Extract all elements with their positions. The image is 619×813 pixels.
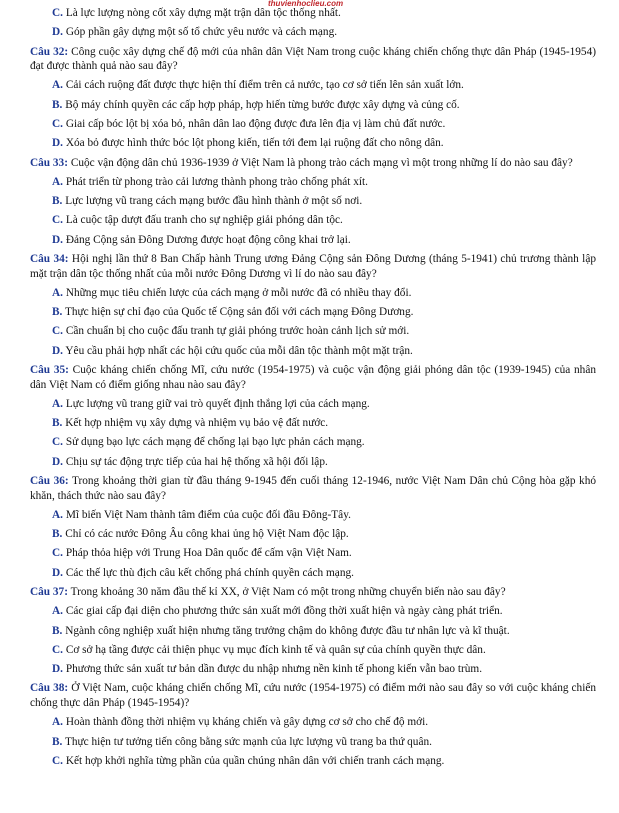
option-text: Là lực lượng nòng cốt xây dựng mặt trận dân tộc thống nhất.: [65, 7, 341, 19]
question-32: [30, 45, 596, 74]
option-letter: B.: [52, 528, 63, 541]
option-text: Thực hiện tư tưởng tiến công bằng sức mạnh của lực lượng vũ trang ba thứ quân.: [64, 735, 432, 748]
answer-option: [30, 604, 596, 619]
question-label: Câu 37:: [30, 585, 68, 598]
option-letter: D.: [52, 566, 63, 579]
answer-option: [30, 233, 596, 248]
question-label: Câu 38:: [30, 682, 69, 695]
option-letter: A.: [52, 716, 63, 729]
answer-option: [30, 508, 596, 523]
answer-option: [30, 624, 596, 639]
option-text: Cơ sở hạ tầng được cải thiện phục vụ mục đích kinh tế và quân sự của chính quyền thực dân.: [65, 643, 486, 656]
option-letter: B.: [52, 98, 63, 111]
option-letter: D.: [52, 137, 63, 150]
question-text: Trong khoảng 30 năm đầu thế kỉ XX, ở Việt Nam có một trong những chuyển biến nào sau đây?: [70, 585, 506, 598]
option-text: Góp phần gây dựng một số tổ chức yêu nước và cách mạng.: [65, 26, 338, 39]
question-label: Câu 35:: [30, 363, 69, 376]
option-letter: C.: [52, 436, 63, 449]
answer-option: [30, 78, 596, 93]
option-text: Chỉ có các nước Đông Âu công khai ủng hộ Việt Nam độc lập.: [65, 528, 349, 541]
question-text: Công cuộc xây dựng chế độ mới của nhân dân Việt Nam trong cuộc kháng chiến chống thực dân Pháp (1945-1954) đạt được thành quả nào sau đây?: [30, 45, 596, 73]
option-text: Đảng Cộng sản Đông Dương được hoạt động công khai trở lại.: [65, 233, 351, 246]
option-text: Phát triển từ phong trào cải lương thành phong trào chống phát xít.: [65, 175, 368, 188]
answer-option: [30, 344, 596, 359]
option-text: Lực lượng vũ trang cách mạng bước đầu hình thành ở một số nơi.: [65, 195, 363, 208]
option-letter: D.: [52, 233, 63, 246]
option-letter: D.: [52, 344, 63, 357]
answer-option: [30, 194, 596, 209]
option-text: Kết hợp nhiệm vụ xây dựng và nhiệm vụ bảo vệ đất nước.: [65, 417, 329, 430]
answer-option: [30, 416, 596, 431]
answer-option: [30, 324, 596, 339]
answer-option: [30, 662, 596, 677]
option-letter: C.: [52, 547, 63, 560]
answer-option: [30, 754, 596, 769]
option-letter: B.: [52, 417, 63, 430]
answer-option: [30, 566, 596, 581]
option-text: Phương thức sản xuất tư bản dần được du nhập nhưng nền kinh tế phong kiến vẫn bao trùm.: [65, 663, 483, 676]
question-35: [30, 363, 596, 392]
option-letter: C.: [52, 754, 63, 767]
question-text: Cuộc vận động dân chủ 1936-1939 ở Việt Nam là phong trào cách mạng vì một trong những lí do nào sau đây?: [70, 156, 573, 169]
answer-option: [30, 527, 596, 542]
question-label: Câu 36:: [30, 474, 69, 487]
option-letter: A.: [52, 286, 63, 299]
question-text: Trong khoảng thời gian từ đầu tháng 9-1945 đến cuối tháng 12-1946, nước Việt Nam Dân chủ Cộng hòa gặp khó khăn, thách thức nào sau đây?: [30, 474, 596, 502]
option-text: Hoàn thành đồng thời nhiệm vụ kháng chiến và gây dựng cơ sở cho chế độ mới.: [65, 716, 429, 729]
option-text: Cần chuẩn bị cho cuộc đấu tranh tự giải phóng trước hoàn cảnh lịch sử mới.: [65, 325, 410, 338]
option-letter: D.: [52, 26, 63, 39]
option-text: Cải cách ruộng đất được thực hiện thí điểm trên cả nước, tạo cơ sở tiến lên sản xuất lớn.: [65, 79, 464, 92]
option-text: Các thế lực thù địch câu kết chống phá chính quyền cách mạng.: [65, 566, 354, 579]
option-text: Sử dụng bạo lực cách mạng để chống lại bạo lực phản cách mạng.: [65, 436, 365, 449]
question-38: [30, 681, 596, 710]
option-letter: C.: [52, 214, 63, 227]
answer-option: [30, 397, 596, 412]
option-text: Những mục tiêu chiến lược của cách mạng ở mỗi nước đã có nhiều thay đổi.: [65, 286, 412, 299]
answer-option: [30, 643, 596, 658]
answer-option: [30, 213, 596, 228]
answer-option: [30, 25, 596, 40]
option-text: Thực hiện sự chỉ đạo của Quốc tế Cộng sản đối với cách mạng Đông Dương.: [64, 306, 414, 319]
question-34: [30, 252, 596, 281]
option-letter: A.: [52, 605, 63, 618]
option-letter: C.: [52, 7, 63, 19]
option-letter: A.: [52, 508, 63, 521]
option-letter: B.: [52, 195, 63, 208]
option-text: Chịu sự tác động trực tiếp của hai hệ thống xã hội đối lập.: [65, 455, 328, 468]
answer-option: [30, 715, 596, 730]
option-text: Các giai cấp đại diện cho phương thức sản xuất mới đồng thời xuất hiện và ngày càng phát triển.: [65, 605, 503, 618]
answer-option: [30, 546, 596, 561]
option-letter: C.: [52, 325, 63, 338]
answer-option: [30, 305, 596, 320]
option-letter: C.: [52, 643, 63, 656]
option-letter: C.: [52, 118, 63, 130]
option-letter: B.: [52, 624, 63, 637]
option-text: Bộ máy chính quyền các cấp hợp pháp, hợp hiến từng bước được xây dựng và củng cố.: [65, 98, 460, 111]
option-letter: A.: [52, 175, 63, 188]
option-text: Là cuộc tập dượt đấu tranh cho sự nghiệp giải phóng dân tộc.: [65, 214, 343, 227]
option-letter: D.: [52, 663, 63, 676]
watermark-text: thuvienhoclieu.com: [268, 0, 344, 8]
answer-option: [30, 175, 596, 190]
answer-option: [30, 455, 596, 470]
answer-option: [30, 136, 596, 151]
answer-option: [30, 98, 596, 113]
option-text: Xóa bỏ được hình thức bóc lột phong kiến, tiến tới đem lại ruộng đất cho nông dân.: [65, 137, 444, 150]
answer-option: [30, 286, 596, 301]
answer-option: [30, 6, 596, 21]
option-text: Kết hợp khởi nghĩa từng phần của quần chúng nhân dân với chiến tranh cách mạng.: [65, 754, 445, 767]
option-text: Ngành công nghiệp xuất hiện nhưng tăng trưởng chậm do không được đầu tư nhân lực và kĩ thuật.: [65, 624, 510, 637]
option-text: Pháp thỏa hiệp với Trung Hoa Dân quốc để cấm vận Việt Nam.: [65, 547, 352, 560]
option-text: Mĩ biến Việt Nam thành tâm điểm của cuộc đối đầu Đông-Tây.: [65, 508, 351, 521]
question-text: Cuộc kháng chiến chống Mĩ, cứu nước (1954-1975) và cuộc vận động giải phóng dân tộc (1939-1945) của nhân dân Việt Nam có điểm giống nhau nào sau đây?: [30, 363, 596, 391]
option-letter: B.: [52, 306, 63, 319]
option-letter: D.: [52, 455, 63, 468]
question-text: Ở Việt Nam, cuộc kháng chiến chống Mĩ, cứu nước (1954-1975) có điểm mới nào sau đây so với cuộc kháng chiến chống thực dân Pháp (1945-1954)?: [30, 682, 596, 709]
answer-option: [30, 117, 596, 132]
option-text: Giai cấp bóc lột bị xóa bỏ, nhân dân lao động được đưa lên địa vị làm chủ đất nước.: [65, 118, 446, 130]
answer-option: [30, 735, 596, 750]
answer-option: [30, 435, 596, 450]
question-label: Câu 34:: [30, 252, 69, 265]
option-letter: A.: [52, 79, 63, 92]
document-page: [30, 6, 596, 773]
question-label: Câu 33:: [30, 156, 68, 169]
question-37: [30, 585, 596, 600]
option-letter: B.: [52, 735, 63, 748]
question-36: [30, 474, 596, 503]
option-text: Yêu cầu phải hợp nhất các hội cứu quốc của mỗi dân tộc thành một mặt trận.: [65, 344, 413, 357]
option-letter: A.: [52, 397, 63, 410]
question-label: Câu 32:: [30, 45, 69, 58]
question-text: Hội nghị lần thứ 8 Ban Chấp hành Trung ương Đảng Cộng sản Đông Dương (tháng 5-1941) chủ trương thành lập mặt trận dân tộc thống nhất của mỗi nước Đông Dương vì lí do nào sau đây?: [30, 252, 596, 280]
option-text: Lực lượng vũ trang giữ vai trò quyết định thắng lợi của cách mạng.: [65, 397, 370, 410]
question-33: [30, 156, 596, 171]
